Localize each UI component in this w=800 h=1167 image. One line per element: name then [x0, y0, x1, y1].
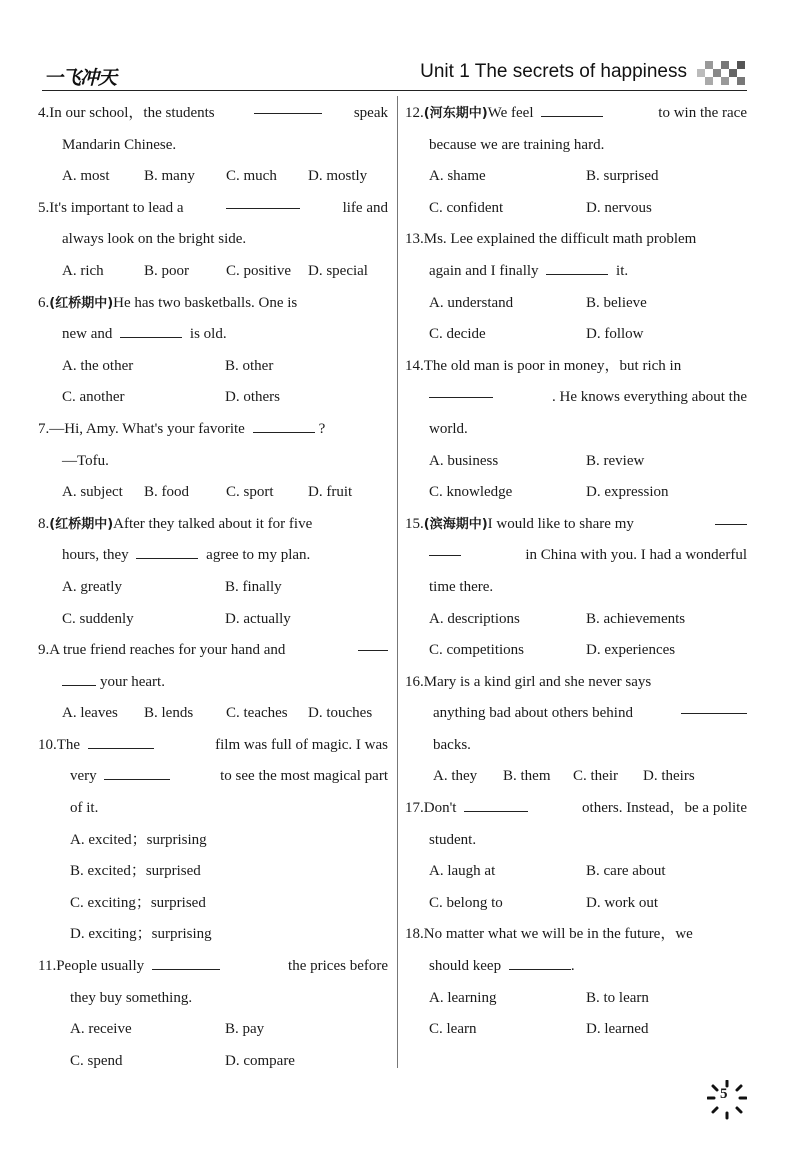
- question-number: 6.: [38, 294, 50, 311]
- option[interactable]: A. most: [62, 168, 110, 185]
- question-text: very: [70, 768, 97, 785]
- options-row: [38, 604, 388, 636]
- options-row: [405, 761, 747, 793]
- option[interactable]: C. spend: [70, 1052, 123, 1069]
- question-text: your heart.: [100, 673, 165, 690]
- option[interactable]: D. learned: [586, 1021, 649, 1038]
- options-row: [405, 161, 747, 193]
- question-text: agree to my plan.: [206, 547, 311, 564]
- option[interactable]: A. the other: [62, 357, 134, 374]
- question-text: film was full of magic. I was: [215, 736, 388, 753]
- question-7: [38, 414, 388, 509]
- question-number: 7.: [38, 420, 50, 437]
- option[interactable]: C. knowledge: [429, 484, 513, 501]
- option[interactable]: A. receive: [70, 1021, 132, 1038]
- options-row: [405, 1014, 747, 1046]
- question-text: should keep: [429, 958, 502, 975]
- options-row: [38, 477, 388, 509]
- option[interactable]: A. rich: [62, 262, 104, 279]
- question-text: anything bad about others behind: [433, 705, 633, 722]
- question-6: [38, 288, 388, 414]
- question-9: [38, 635, 388, 730]
- option[interactable]: B. to learn: [586, 989, 649, 1006]
- question-text: student.: [429, 831, 477, 848]
- option[interactable]: D. touches: [308, 705, 373, 722]
- options-row: [405, 446, 747, 478]
- question-text: Don't: [423, 800, 457, 817]
- question-5: [38, 193, 388, 288]
- option[interactable]: D. nervous: [586, 199, 652, 216]
- answer-blank[interactable]: [464, 796, 528, 812]
- option[interactable]: C. much: [226, 168, 277, 185]
- option[interactable]: A. learning: [429, 989, 497, 1006]
- option[interactable]: B. achievements: [586, 610, 686, 627]
- question-text: Mary is a kind girl and she never says: [423, 673, 652, 690]
- option[interactable]: C. positive: [226, 262, 292, 279]
- question-text: the prices before: [288, 958, 388, 975]
- question-text: Ms. Lee explained the difficult math problem: [423, 231, 697, 248]
- option[interactable]: A. laugh at: [429, 863, 496, 880]
- question-number: 15.: [405, 515, 424, 532]
- question-text: ?: [318, 420, 326, 437]
- option[interactable]: C. sport: [226, 484, 274, 501]
- answer-blank[interactable]: [541, 101, 603, 117]
- option[interactable]: D. compare: [225, 1052, 295, 1069]
- options-row: [38, 256, 388, 288]
- question-17: [405, 793, 747, 919]
- option[interactable]: D. exciting；surprising: [70, 926, 212, 943]
- options-row: [38, 698, 388, 730]
- page-header: [42, 55, 747, 95]
- question-text: world.: [429, 420, 468, 437]
- answer-blank[interactable]: [136, 543, 198, 559]
- options-row: [405, 856, 747, 888]
- question-number: 17.: [405, 800, 424, 817]
- answer-blank[interactable]: [546, 259, 608, 275]
- question-number: 4.: [38, 105, 50, 121]
- question-text: No matter what we will be in the future，we: [423, 926, 693, 943]
- option[interactable]: C. learn: [429, 1021, 477, 1038]
- question-text: The: [56, 736, 81, 753]
- question-text: speak: [353, 105, 388, 121]
- options-row: [38, 1014, 388, 1046]
- question-text: —Tofu.: [62, 452, 109, 469]
- question-number: 14.: [405, 357, 424, 374]
- option[interactable]: B. many: [144, 168, 195, 185]
- question-text: of it.: [70, 800, 99, 817]
- option[interactable]: D. theirs: [643, 768, 695, 785]
- question-11: [38, 951, 388, 1077]
- option[interactable]: A. leaves: [62, 705, 118, 722]
- option[interactable]: B. excited；surprised: [70, 863, 201, 880]
- question-number: 10.: [38, 736, 57, 753]
- options-row: [405, 635, 747, 667]
- options-row: [405, 983, 747, 1015]
- answer-blank[interactable]: [226, 193, 300, 209]
- question-text: He has two basketballs. One is: [113, 294, 298, 311]
- options-row: [405, 888, 747, 920]
- question-text: because we are training hard.: [429, 136, 605, 153]
- question-8: [38, 509, 388, 635]
- options-row: [405, 288, 747, 320]
- question-text: backs.: [433, 736, 471, 753]
- question-text: they buy something.: [70, 989, 193, 1006]
- option[interactable]: A. subject: [62, 484, 123, 501]
- answer-blank[interactable]: [429, 382, 493, 398]
- question-text: time there.: [429, 578, 494, 595]
- option[interactable]: D. special: [308, 262, 368, 279]
- options-row: [38, 1046, 388, 1078]
- question-number: 8.: [38, 515, 50, 532]
- option[interactable]: B. lends: [144, 705, 194, 722]
- source-tag: (红桥期中): [49, 516, 114, 532]
- question-text: —Hi, Amy. What's your favorite: [49, 420, 245, 437]
- option[interactable]: A. descriptions: [429, 610, 520, 627]
- answer-blank[interactable]: [429, 540, 461, 556]
- column-divider: [397, 96, 398, 1068]
- question-text: A true friend reaches for your hand and: [49, 642, 286, 659]
- question-text: It's important to lead a: [49, 199, 184, 216]
- question-text: hours, they: [62, 547, 129, 564]
- source-tag: (河东期中): [423, 106, 488, 121]
- question-number: 11.: [38, 958, 57, 975]
- question-16: [405, 667, 747, 793]
- question-10: [38, 730, 388, 951]
- options-row: [38, 382, 388, 414]
- option[interactable]: C. confident: [429, 199, 504, 216]
- answer-blank[interactable]: [254, 98, 322, 114]
- question-text: After they talked about it for five: [113, 515, 313, 532]
- header-rule: [42, 90, 747, 91]
- question-text: life and: [342, 199, 388, 216]
- option[interactable]: A. understand: [429, 294, 514, 311]
- question-15: [405, 509, 747, 667]
- left-column: [38, 98, 388, 1077]
- question-text: is old.: [189, 326, 227, 343]
- option[interactable]: B. other: [225, 357, 274, 374]
- question-12: [405, 98, 747, 224]
- question-text: In our school，the students: [49, 105, 215, 121]
- option[interactable]: A. business: [429, 452, 499, 469]
- option[interactable]: D. others: [225, 389, 280, 406]
- option[interactable]: B. pay: [225, 1021, 265, 1038]
- question-text: it.: [616, 262, 629, 279]
- question-text: . He knows everything about the: [552, 389, 747, 406]
- option[interactable]: B. them: [503, 768, 551, 785]
- option[interactable]: C. teaches: [226, 705, 288, 722]
- option[interactable]: C. decide: [429, 326, 486, 343]
- answer-blank[interactable]: [509, 954, 571, 970]
- question-text: .: [570, 958, 575, 975]
- answer-blank[interactable]: [104, 764, 170, 780]
- options-row: [405, 319, 747, 351]
- option[interactable]: A. greatly: [62, 578, 122, 595]
- question-text: People usually: [56, 958, 145, 975]
- question-18: [405, 919, 747, 1045]
- option[interactable]: B. poor: [144, 262, 189, 279]
- options-row: [405, 193, 747, 225]
- option[interactable]: C. belong to: [429, 894, 503, 911]
- question-text: to win the race: [658, 105, 747, 121]
- question-text: always look on the bright side.: [62, 231, 247, 248]
- option[interactable]: D. expression: [586, 484, 669, 501]
- page-number: 5: [720, 1086, 728, 1102]
- option[interactable]: D. work out: [586, 894, 659, 911]
- option[interactable]: C. exciting；surprised: [70, 894, 206, 911]
- option[interactable]: D. mostly: [308, 168, 368, 185]
- question-text: Mandarin Chinese.: [62, 136, 177, 153]
- page-number-badge: [707, 1080, 747, 1120]
- option[interactable]: D. fruit: [308, 484, 353, 501]
- options-row: [38, 161, 388, 193]
- option[interactable]: C. suddenly: [62, 610, 134, 627]
- question-text: I would like to share my: [487, 515, 634, 532]
- question-14: [405, 351, 747, 509]
- option[interactable]: B. surprised: [586, 168, 659, 185]
- question-number: 16.: [405, 673, 424, 690]
- question-number: 12.: [405, 105, 424, 121]
- question-text: others. Instead，be a polite: [582, 800, 747, 817]
- question-number: 13.: [405, 231, 424, 248]
- options-row: [38, 351, 388, 383]
- option[interactable]: B. finally: [225, 578, 282, 595]
- question-text: in China with you. I had a wonderful: [525, 547, 747, 564]
- question-4: [38, 98, 388, 193]
- question-text: to see the most magical part: [220, 768, 388, 785]
- option[interactable]: C. another: [62, 389, 125, 406]
- option[interactable]: C. their: [573, 768, 618, 785]
- options-row: [405, 604, 747, 636]
- answer-blank[interactable]: [358, 635, 388, 651]
- answer-blank[interactable]: [715, 509, 747, 525]
- question-number: 9.: [38, 642, 50, 659]
- option[interactable]: B. food: [144, 484, 189, 501]
- option[interactable]: D. experiences: [586, 642, 676, 659]
- question-13: [405, 224, 747, 350]
- option[interactable]: D. actually: [225, 610, 291, 627]
- answer-blank[interactable]: [152, 954, 220, 970]
- brand-logo-text: 一飞冲天: [44, 67, 117, 89]
- unit-title: Unit 1 The secrets of happiness: [420, 61, 687, 82]
- question-number: 5.: [38, 199, 50, 216]
- question-number: 18.: [405, 926, 424, 943]
- question-text: The old man is poor in money，but rich in: [423, 357, 682, 374]
- option[interactable]: C. competitions: [429, 642, 524, 659]
- option[interactable]: B. believe: [586, 294, 647, 311]
- option[interactable]: A. excited；surprising: [70, 831, 207, 848]
- question-text: again and I finally: [429, 262, 539, 279]
- options-row: [38, 572, 388, 604]
- option[interactable]: A. shame: [429, 168, 486, 185]
- answer-blank[interactable]: [62, 670, 96, 686]
- source-tag: (红桥期中): [49, 295, 114, 311]
- answer-blank[interactable]: [681, 698, 747, 714]
- source-tag: (滨海期中): [423, 516, 488, 532]
- question-text: We feel: [487, 105, 534, 121]
- right-column: [405, 98, 747, 1046]
- answer-blank[interactable]: [120, 322, 182, 338]
- answer-blank[interactable]: [253, 417, 315, 433]
- question-text: new and: [62, 326, 113, 343]
- option[interactable]: D. follow: [586, 326, 644, 343]
- option[interactable]: B. care about: [586, 863, 666, 880]
- checkerboard-icon: [697, 57, 747, 89]
- options-row: [405, 477, 747, 509]
- answer-blank[interactable]: [88, 733, 154, 749]
- option[interactable]: B. review: [586, 452, 645, 469]
- option[interactable]: A. they: [433, 768, 478, 785]
